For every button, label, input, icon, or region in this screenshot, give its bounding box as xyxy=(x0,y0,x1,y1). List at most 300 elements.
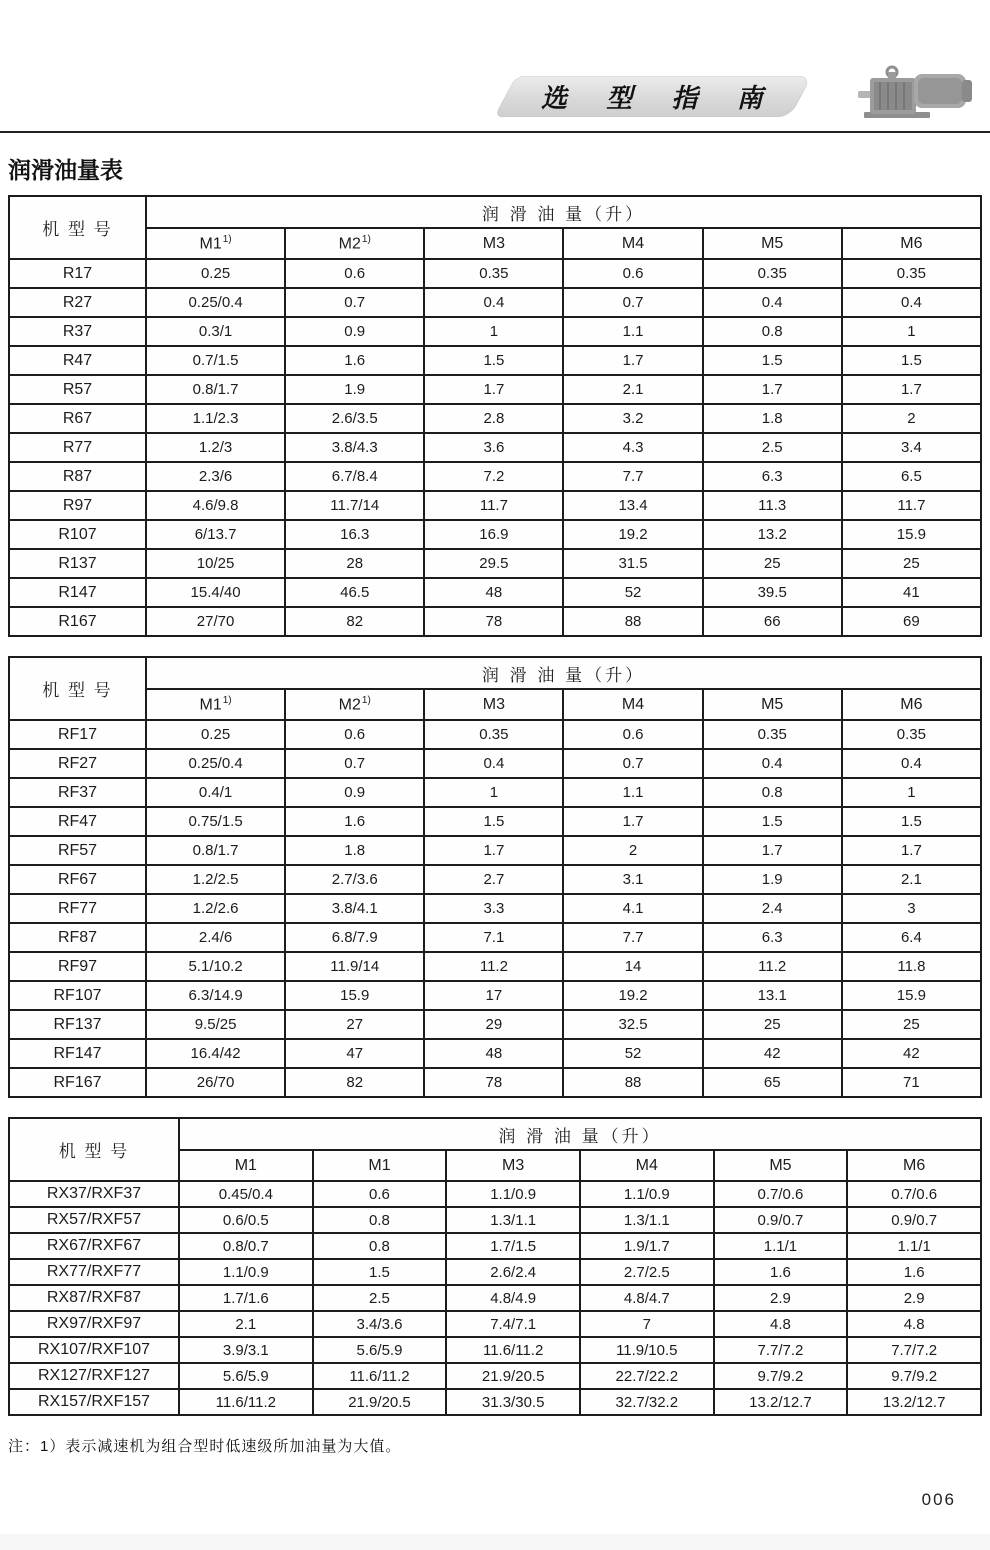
page-header xyxy=(0,0,990,133)
page-title: 润滑油量表 xyxy=(8,157,123,183)
table-row xyxy=(9,549,981,578)
oil-value-cell: 1.1/1 xyxy=(714,1233,848,1259)
oil-value-cell: 11.6/11.2 xyxy=(446,1337,580,1363)
oil-value-cell: 1.9/1.7 xyxy=(580,1233,714,1259)
oil-value-cell: 65 xyxy=(703,1068,842,1097)
model-cell: R67 xyxy=(9,404,146,433)
model-cell: RF167 xyxy=(9,1068,146,1097)
oil-value-cell: 3.1 xyxy=(563,865,702,894)
oil-value-cell: 2.6/2.4 xyxy=(446,1259,580,1285)
oil-value-cell: 0.6 xyxy=(563,259,702,288)
oil-value-cell: 1.2/2.5 xyxy=(146,865,285,894)
table-row xyxy=(9,491,981,520)
oil-value-cell: 0.35 xyxy=(842,259,981,288)
oil-value-cell: 25 xyxy=(842,549,981,578)
model-cell: RX107/RXF107 xyxy=(9,1337,179,1363)
table-row xyxy=(9,720,981,749)
oil-value-cell: 4.1 xyxy=(563,894,702,923)
oil-value-cell: 7.4/7.1 xyxy=(446,1311,580,1337)
table-row xyxy=(9,607,981,636)
oil-value-cell: 2.5 xyxy=(313,1285,447,1311)
oil-value-cell: 1 xyxy=(842,317,981,346)
oil-value-cell: 2.7/3.6 xyxy=(285,865,424,894)
mounting-position-header: M3 xyxy=(446,1150,580,1181)
oil-value-cell: 1.2/3 xyxy=(146,433,285,462)
model-cell: R77 xyxy=(9,433,146,462)
model-cell: R37 xyxy=(9,317,146,346)
oil-value-cell: 2.1 xyxy=(179,1311,313,1337)
oil-value-cell: 21.9/20.5 xyxy=(313,1389,447,1415)
model-cell: R17 xyxy=(9,259,146,288)
oil-value-cell: 0.4/1 xyxy=(146,778,285,807)
oil-value-cell: 4.8 xyxy=(714,1311,848,1337)
model-cell: RX97/RXF97 xyxy=(9,1311,179,1337)
model-cell: R137 xyxy=(9,549,146,578)
oil-value-cell: 1.1/2.3 xyxy=(146,404,285,433)
oil-value-cell: 0.35 xyxy=(424,259,563,288)
oil-value-cell: 1.6 xyxy=(847,1259,981,1285)
table-row xyxy=(9,433,981,462)
oil-value-cell: 11.3 xyxy=(703,491,842,520)
oil-value-cell: 2.4/6 xyxy=(146,923,285,952)
oil-value-cell: 27 xyxy=(285,1010,424,1039)
oil-value-cell: 48 xyxy=(424,578,563,607)
oil-value-cell: 14 xyxy=(563,952,702,981)
oil-value-cell: 0.75/1.5 xyxy=(146,807,285,836)
oil-value-cell: 2.7 xyxy=(424,865,563,894)
oil-value-cell: 11.2 xyxy=(703,952,842,981)
table-row xyxy=(9,1363,981,1389)
oil-value-cell: 1.5 xyxy=(703,346,842,375)
table-row xyxy=(9,1010,981,1039)
table-row xyxy=(9,1337,981,1363)
oil-value-cell: 0.7 xyxy=(563,288,702,317)
oil-value-cell: 0.6 xyxy=(563,720,702,749)
oil-value-cell: 3.2 xyxy=(563,404,702,433)
oil-value-cell: 1.8 xyxy=(285,836,424,865)
table-row xyxy=(9,259,981,288)
oil-value-cell: 0.7 xyxy=(563,749,702,778)
model-cell: RF37 xyxy=(9,778,146,807)
rf-series-oil-table xyxy=(8,656,982,1098)
oil-value-cell: 15.4/40 xyxy=(146,578,285,607)
model-cell: RX77/RXF77 xyxy=(9,1259,179,1285)
model-cell: RF67 xyxy=(9,865,146,894)
oil-value-cell: 88 xyxy=(563,607,702,636)
oil-value-cell: 7.2 xyxy=(424,462,563,491)
oil-value-cell: 9.7/9.2 xyxy=(714,1363,848,1389)
oil-value-cell: 11.6/11.2 xyxy=(313,1363,447,1389)
oil-value-cell: 29 xyxy=(424,1010,563,1039)
oil-value-cell: 1.7 xyxy=(563,807,702,836)
gear-reducer-image xyxy=(858,62,976,124)
oil-value-cell: 2.9 xyxy=(714,1285,848,1311)
oil-value-cell: 32.5 xyxy=(563,1010,702,1039)
oil-value-cell: 19.2 xyxy=(563,520,702,549)
oil-value-cell: 0.7 xyxy=(285,288,424,317)
oil-value-cell: 0.9/0.7 xyxy=(847,1207,981,1233)
oil-value-cell: 19.2 xyxy=(563,981,702,1010)
mounting-position-header: M2$^{1)}$ xyxy=(285,689,424,720)
section-banner-title: 选 型 指 南 xyxy=(541,83,779,113)
oil-value-cell: 2.4 xyxy=(703,894,842,923)
oil-value-cell: 1.5 xyxy=(424,807,563,836)
oil-value-cell: 6.7/8.4 xyxy=(285,462,424,491)
mounting-position-header: M2$^{1)}$ xyxy=(285,228,424,259)
oil-value-cell: 5.6/5.9 xyxy=(179,1363,313,1389)
table-row xyxy=(9,1233,981,1259)
oil-value-cell: 82 xyxy=(285,1068,424,1097)
table-row xyxy=(9,1389,981,1415)
oil-value-cell: 0.8/0.7 xyxy=(179,1233,313,1259)
oil-value-cell: 1.7 xyxy=(842,375,981,404)
oil-value-cell: 2.9 xyxy=(847,1285,981,1311)
mounting-position-header: M6 xyxy=(842,228,981,259)
mounting-position-header: M5 xyxy=(703,228,842,259)
oil-value-cell: 15.9 xyxy=(842,981,981,1010)
oil-value-cell: 0.7 xyxy=(285,749,424,778)
oil-value-cell: 6.3/14.9 xyxy=(146,981,285,1010)
oil-value-cell: 10/25 xyxy=(146,549,285,578)
oil-value-cell: 39.5 xyxy=(703,578,842,607)
oil-value-cell: 27/70 xyxy=(146,607,285,636)
oil-value-cell: 11.9/14 xyxy=(285,952,424,981)
oil-value-cell: 2.5 xyxy=(703,433,842,462)
oil-value-cell: 1.5 xyxy=(424,346,563,375)
oil-value-cell: 5.6/5.9 xyxy=(313,1337,447,1363)
table-row xyxy=(9,1039,981,1068)
oil-value-cell: 4.3 xyxy=(563,433,702,462)
oil-value-cell: 0.25/0.4 xyxy=(146,288,285,317)
oil-value-cell: 46.5 xyxy=(285,578,424,607)
oil-value-cell: 7.1 xyxy=(424,923,563,952)
mounting-position-header: M1 xyxy=(313,1150,447,1181)
oil-value-cell: 11.7/14 xyxy=(285,491,424,520)
oil-value-cell: 13.4 xyxy=(563,491,702,520)
oil-value-cell: 41 xyxy=(842,578,981,607)
oil-value-cell: 0.8/1.7 xyxy=(146,836,285,865)
footnote: 注：1）表示减速机为组合型时低速级所加油量为大值。 xyxy=(8,1438,402,1455)
table-row xyxy=(9,923,981,952)
model-cell: RX87/RXF87 xyxy=(9,1285,179,1311)
model-cell: RF107 xyxy=(9,981,146,1010)
page-bottom-strip xyxy=(0,1534,990,1550)
oil-value-cell: 26/70 xyxy=(146,1068,285,1097)
oil-value-cell: 0.25 xyxy=(146,259,285,288)
oil-value-cell: 1.7/1.5 xyxy=(446,1233,580,1259)
oil-value-cell: 52 xyxy=(563,578,702,607)
oil-quantity-group-header: 润 滑 油 量（升） xyxy=(179,1118,981,1150)
oil-value-cell: 25 xyxy=(842,1010,981,1039)
oil-value-cell: 0.4 xyxy=(424,749,563,778)
oil-value-cell: 2 xyxy=(842,404,981,433)
oil-value-cell: 1.2/2.6 xyxy=(146,894,285,923)
oil-value-cell: 13.1 xyxy=(703,981,842,1010)
mounting-position-header: M1 xyxy=(179,1150,313,1181)
table-row xyxy=(9,375,981,404)
oil-value-cell: 11.9/10.5 xyxy=(580,1337,714,1363)
oil-value-cell: 3.4 xyxy=(842,433,981,462)
oil-value-cell: 0.4 xyxy=(703,288,842,317)
oil-value-cell: 1.7 xyxy=(703,375,842,404)
oil-value-cell: 0.35 xyxy=(703,720,842,749)
oil-value-cell: 11.7 xyxy=(842,491,981,520)
mounting-position-header: M4 xyxy=(580,1150,714,1181)
oil-value-cell: 1.8 xyxy=(703,404,842,433)
oil-value-cell: 4.6/9.8 xyxy=(146,491,285,520)
oil-value-cell: 1.1/1 xyxy=(847,1233,981,1259)
oil-value-cell: 0.8 xyxy=(313,1233,447,1259)
oil-value-cell: 0.6 xyxy=(313,1181,447,1207)
oil-value-cell: 1.9 xyxy=(285,375,424,404)
oil-value-cell: 1.6 xyxy=(285,346,424,375)
model-cell: RX57/RXF57 xyxy=(9,1207,179,1233)
oil-value-cell: 0.4 xyxy=(842,749,981,778)
oil-value-cell: 21.9/20.5 xyxy=(446,1363,580,1389)
model-column-header: 机 型 号 xyxy=(9,1118,179,1181)
oil-value-cell: 1.7 xyxy=(842,836,981,865)
oil-value-cell: 2.7/2.5 xyxy=(580,1259,714,1285)
model-column-header: 机 型 号 xyxy=(9,196,146,259)
oil-value-cell: 7.7 xyxy=(563,923,702,952)
oil-value-cell: 1.1/0.9 xyxy=(446,1181,580,1207)
oil-value-cell: 1.7 xyxy=(563,346,702,375)
mounting-position-header: M3 xyxy=(424,228,563,259)
oil-value-cell: 3.8/4.1 xyxy=(285,894,424,923)
oil-value-cell: 3.6 xyxy=(424,433,563,462)
table-row xyxy=(9,1311,981,1337)
table-row xyxy=(9,317,981,346)
oil-value-cell: 47 xyxy=(285,1039,424,1068)
model-cell: R97 xyxy=(9,491,146,520)
oil-value-cell: 0.6 xyxy=(285,259,424,288)
oil-value-cell: 1.6 xyxy=(714,1259,848,1285)
oil-value-cell: 42 xyxy=(703,1039,842,1068)
oil-value-cell: 6.8/7.9 xyxy=(285,923,424,952)
r-series-oil-table xyxy=(8,195,982,637)
oil-value-cell: 0.35 xyxy=(424,720,563,749)
oil-value-cell: 0.7/1.5 xyxy=(146,346,285,375)
oil-value-cell: 6.4 xyxy=(842,923,981,952)
table-row xyxy=(9,346,981,375)
model-column-header: 机 型 号 xyxy=(9,657,146,720)
oil-value-cell: 78 xyxy=(424,1068,563,1097)
oil-quantity-group-header: 润 滑 油 量（升） xyxy=(146,657,981,689)
model-cell: R107 xyxy=(9,520,146,549)
model-cell: RF57 xyxy=(9,836,146,865)
oil-value-cell: 13.2 xyxy=(703,520,842,549)
oil-value-cell: 6/13.7 xyxy=(146,520,285,549)
oil-value-cell: 17 xyxy=(424,981,563,1010)
oil-value-cell: 7.7/7.2 xyxy=(847,1337,981,1363)
oil-value-cell: 0.9/0.7 xyxy=(714,1207,848,1233)
oil-value-cell: 88 xyxy=(563,1068,702,1097)
model-cell: RF87 xyxy=(9,923,146,952)
oil-value-cell: 3.4/3.6 xyxy=(313,1311,447,1337)
oil-value-cell: 9.7/9.2 xyxy=(847,1363,981,1389)
oil-value-cell: 2.6/3.5 xyxy=(285,404,424,433)
oil-value-cell: 1.5 xyxy=(842,807,981,836)
oil-value-cell: 1.7 xyxy=(424,836,563,865)
oil-value-cell: 1.3/1.1 xyxy=(580,1207,714,1233)
oil-value-cell: 0.8 xyxy=(703,778,842,807)
oil-value-cell: 3 xyxy=(842,894,981,923)
oil-value-cell: 13.2/12.7 xyxy=(714,1389,848,1415)
oil-value-cell: 7.7/7.2 xyxy=(714,1337,848,1363)
oil-value-cell: 1.1 xyxy=(563,317,702,346)
model-cell: RF27 xyxy=(9,749,146,778)
oil-value-cell: 52 xyxy=(563,1039,702,1068)
oil-value-cell: 3.9/3.1 xyxy=(179,1337,313,1363)
oil-value-cell: 0.6 xyxy=(285,720,424,749)
mounting-position-header: M6 xyxy=(842,689,981,720)
rx-rxf-series-oil-table xyxy=(8,1117,982,1416)
table-row xyxy=(9,1259,981,1285)
oil-value-cell: 1.3/1.1 xyxy=(446,1207,580,1233)
oil-value-cell: 0.9 xyxy=(285,778,424,807)
oil-value-cell: 0.9 xyxy=(285,317,424,346)
mounting-position-header: M5 xyxy=(703,689,842,720)
oil-value-cell: 71 xyxy=(842,1068,981,1097)
oil-value-cell: 0.6/0.5 xyxy=(179,1207,313,1233)
oil-value-cell: 48 xyxy=(424,1039,563,1068)
oil-value-cell: 78 xyxy=(424,607,563,636)
mounting-position-header: M1$^{1)}$ xyxy=(146,228,285,259)
table-row xyxy=(9,865,981,894)
model-cell: RF147 xyxy=(9,1039,146,1068)
oil-quantity-group-header: 润 滑 油 量（升） xyxy=(146,196,981,228)
model-cell: R27 xyxy=(9,288,146,317)
oil-value-cell: 3.8/4.3 xyxy=(285,433,424,462)
mounting-position-header: M5 xyxy=(714,1150,848,1181)
mounting-position-header: M1$^{1)}$ xyxy=(146,689,285,720)
oil-value-cell: 3.3 xyxy=(424,894,563,923)
oil-value-cell: 31.3/30.5 xyxy=(446,1389,580,1415)
oil-value-cell: 0.25/0.4 xyxy=(146,749,285,778)
oil-value-cell: 25 xyxy=(703,1010,842,1039)
oil-value-cell: 31.5 xyxy=(563,549,702,578)
model-cell: RX127/RXF127 xyxy=(9,1363,179,1389)
oil-value-cell: 1.5 xyxy=(703,807,842,836)
oil-value-cell: 0.45/0.4 xyxy=(179,1181,313,1207)
oil-value-cell: 1.1/0.9 xyxy=(580,1181,714,1207)
table-row xyxy=(9,807,981,836)
model-cell: R57 xyxy=(9,375,146,404)
oil-value-cell: 0.8/1.7 xyxy=(146,375,285,404)
table-row xyxy=(9,462,981,491)
oil-value-cell: 0.7/0.6 xyxy=(714,1181,848,1207)
oil-value-cell: 1.1/0.9 xyxy=(179,1259,313,1285)
oil-value-cell: 66 xyxy=(703,607,842,636)
oil-value-cell: 13.2/12.7 xyxy=(847,1389,981,1415)
oil-value-cell: 1.5 xyxy=(842,346,981,375)
oil-value-cell: 2 xyxy=(563,836,702,865)
table-row xyxy=(9,952,981,981)
oil-value-cell: 7.7 xyxy=(563,462,702,491)
mounting-position-header: M4 xyxy=(563,228,702,259)
oil-value-cell: 2.1 xyxy=(842,865,981,894)
oil-value-cell: 0.4 xyxy=(842,288,981,317)
table-row xyxy=(9,749,981,778)
model-cell: RF77 xyxy=(9,894,146,923)
oil-value-cell: 1.5 xyxy=(313,1259,447,1285)
oil-value-cell: 11.2 xyxy=(424,952,563,981)
oil-value-cell: 25 xyxy=(703,549,842,578)
oil-value-cell: 0.4 xyxy=(424,288,563,317)
lubrication-tables-area xyxy=(0,195,990,1416)
table-row xyxy=(9,981,981,1010)
table-row xyxy=(9,404,981,433)
oil-value-cell: 0.7/0.6 xyxy=(847,1181,981,1207)
oil-value-cell: 9.5/25 xyxy=(146,1010,285,1039)
model-cell: R87 xyxy=(9,462,146,491)
model-cell: R147 xyxy=(9,578,146,607)
mounting-position-header: M6 xyxy=(847,1150,981,1181)
oil-value-cell: 6.3 xyxy=(703,923,842,952)
oil-value-cell: 29.5 xyxy=(424,549,563,578)
oil-value-cell: 1.6 xyxy=(285,807,424,836)
oil-value-cell: 1.9 xyxy=(703,865,842,894)
oil-value-cell: 2.1 xyxy=(563,375,702,404)
table-row xyxy=(9,578,981,607)
oil-value-cell: 16.9 xyxy=(424,520,563,549)
oil-value-cell: 1.7 xyxy=(424,375,563,404)
oil-value-cell: 0.35 xyxy=(842,720,981,749)
oil-value-cell: 6.5 xyxy=(842,462,981,491)
model-cell: RF137 xyxy=(9,1010,146,1039)
oil-value-cell: 1 xyxy=(424,317,563,346)
oil-value-cell: 28 xyxy=(285,549,424,578)
model-cell: R167 xyxy=(9,607,146,636)
table-row xyxy=(9,894,981,923)
mounting-position-header: M4 xyxy=(563,689,702,720)
oil-value-cell: 6.3 xyxy=(703,462,842,491)
oil-value-cell: 0.8 xyxy=(313,1207,447,1233)
oil-value-cell: 0.4 xyxy=(703,749,842,778)
oil-value-cell: 42 xyxy=(842,1039,981,1068)
oil-value-cell: 22.7/22.2 xyxy=(580,1363,714,1389)
oil-value-cell: 16.3 xyxy=(285,520,424,549)
mounting-position-header: M3 xyxy=(424,689,563,720)
model-cell: RX157/RXF157 xyxy=(9,1389,179,1415)
oil-value-cell: 4.8/4.9 xyxy=(446,1285,580,1311)
oil-value-cell: 2.3/6 xyxy=(146,462,285,491)
table-row xyxy=(9,288,981,317)
model-cell: RF17 xyxy=(9,720,146,749)
oil-value-cell: 11.8 xyxy=(842,952,981,981)
oil-value-cell: 82 xyxy=(285,607,424,636)
oil-value-cell: 4.8 xyxy=(847,1311,981,1337)
oil-value-cell: 0.25 xyxy=(146,720,285,749)
table-row xyxy=(9,778,981,807)
section-banner xyxy=(494,76,812,117)
table-row xyxy=(9,836,981,865)
oil-value-cell: 0.8 xyxy=(703,317,842,346)
oil-value-cell: 2.8 xyxy=(424,404,563,433)
oil-value-cell: 5.1/10.2 xyxy=(146,952,285,981)
page-number: 006 xyxy=(921,1490,956,1509)
table-row xyxy=(9,1207,981,1233)
table-row xyxy=(9,1068,981,1097)
oil-value-cell: 15.9 xyxy=(285,981,424,1010)
oil-value-cell: 0.35 xyxy=(703,259,842,288)
oil-value-cell: 15.9 xyxy=(842,520,981,549)
table-row xyxy=(9,520,981,549)
table-row xyxy=(9,1285,981,1311)
model-cell: RF47 xyxy=(9,807,146,836)
oil-value-cell: 16.4/42 xyxy=(146,1039,285,1068)
oil-value-cell: 11.6/11.2 xyxy=(179,1389,313,1415)
